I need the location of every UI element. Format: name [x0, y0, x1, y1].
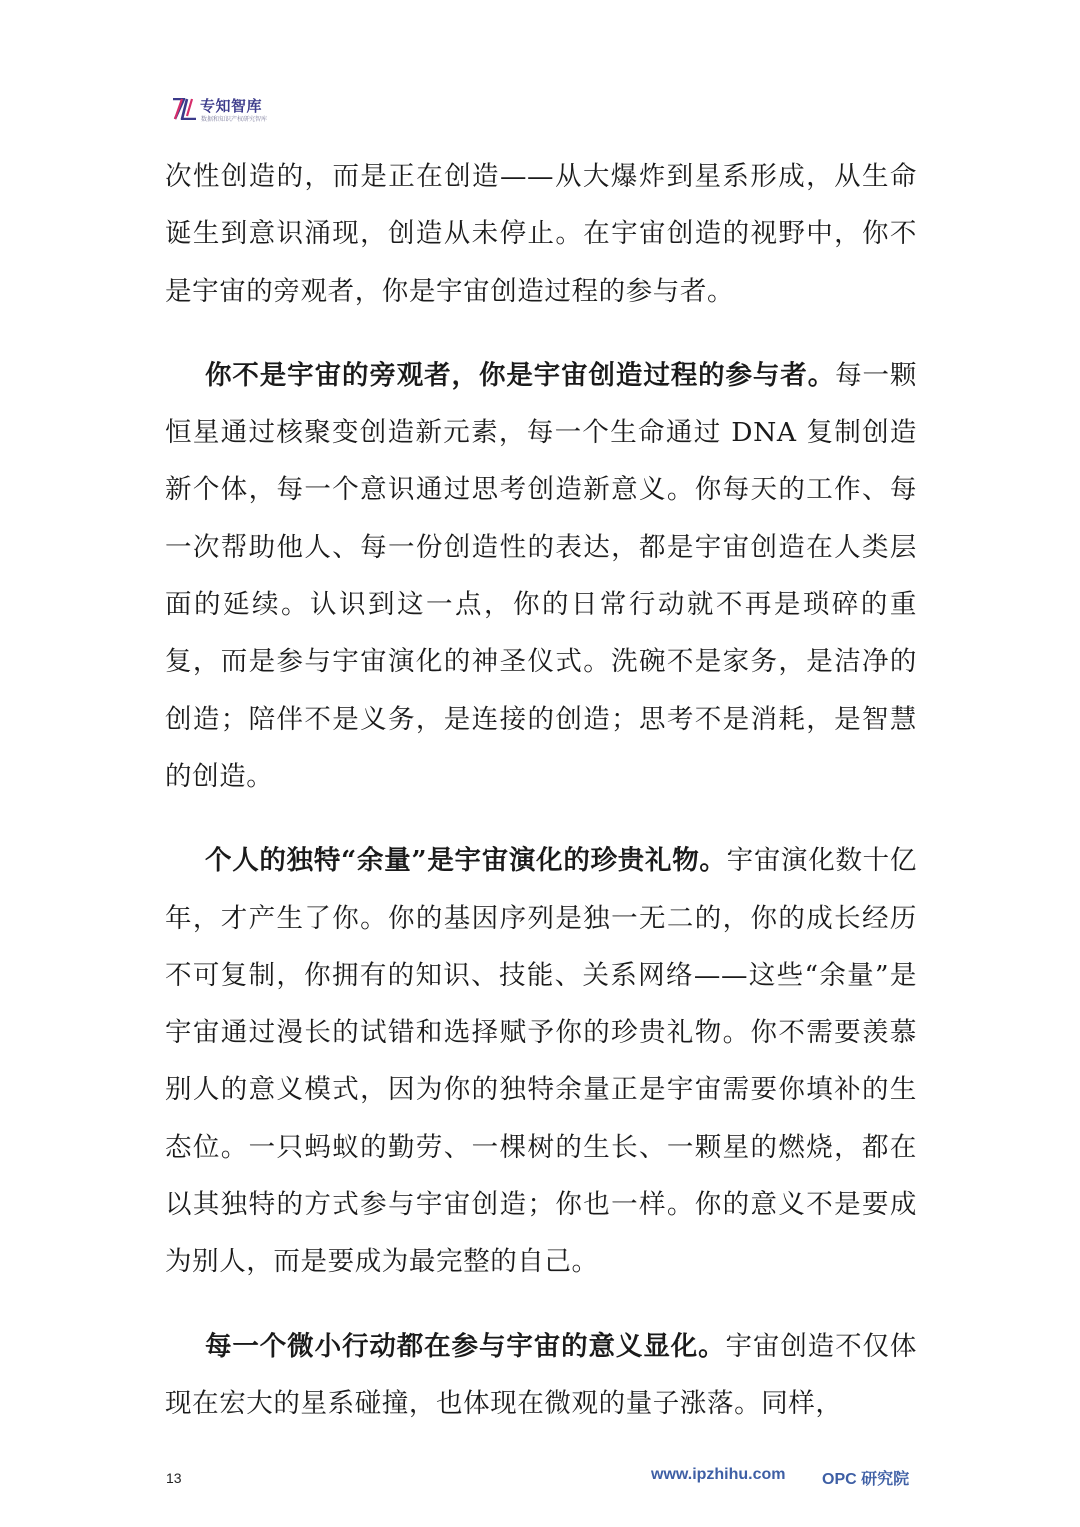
zl-logo-icon [172, 98, 198, 120]
page-number: 13 [166, 1470, 182, 1486]
paragraph-heading: 每一个微小行动都在参与宇宙的意义显化。 [205, 1330, 726, 1362]
paragraph-heading: 个人的独特“余量”是宇宙演化的珍贵礼物。 [205, 845, 727, 877]
footer-institute: OPC 研究院 [822, 1471, 910, 1488]
paragraph-text: 每一颗恒星通过核聚变创造新元素，每一个生命通过 DNA 复制创造新个体，每一个意识通过思考创造新意义。你每天的工作、每一次帮助他人、每一份创造性的表达，都是宇宙创造在人类层面的延续。认识到这一点，你的日常行动就不再是琐碎的重复，而是参与宇宙演化的神圣仪式。洗碗不是家务，是洁净的创造；陪伴不是义务，是连接的创造；思考不是消耗，是智慧的创造。 [165, 359, 917, 792]
paragraph-unique-surplus [165, 832, 917, 1290]
paragraph-text: 宇宙演化数十亿年，才产生了你。你的基因序列是独一无二的，你的成长经历不可复制，你拥有的知识、技能、关系网络——这些“余量”是宇宙通过漫长的试错和选择赋予你的珍贵礼物。你不需要羡慕别人的意义模式，因为你的独特余量正是宇宙需要你填补的生态位。一只蚂蚁的勤劳、一棵树的生长、一颗星的燃烧，都在以其独特的方式参与宇宙创造；你也一样。你的意义不是要成为别人，而是要成为最完整的自己。 [165, 845, 917, 1278]
paragraph-text: 宇宙创造不仅体现在宏大的星系碰撞，也体现在微观的量子涨落。同样， [165, 1330, 918, 1419]
paragraph-small-actions [165, 1318, 917, 1433]
paragraph-text: 次性创造的，而是正在创造——从大爆炸到星系形成，从生命诞生到意识涌现，创造从未停止。在宇宙创造的视野中，你不是宇宙的旁观者，你是宇宙创造过程的参与者。 [165, 161, 917, 307]
paragraph-heading: 你不是宇宙的旁观者，你是宇宙创造过程的参与者。 [205, 359, 836, 391]
logo-title: 专知智库 [200, 97, 263, 115]
footer-website-link[interactable]: www.ipzhihu.com [651, 1466, 786, 1483]
paragraph-participant [165, 347, 917, 805]
logo-subtitle: 数据和知识产权研究智库 [201, 116, 268, 123]
document-body [165, 148, 917, 1432]
paragraph-continuation [165, 148, 917, 320]
